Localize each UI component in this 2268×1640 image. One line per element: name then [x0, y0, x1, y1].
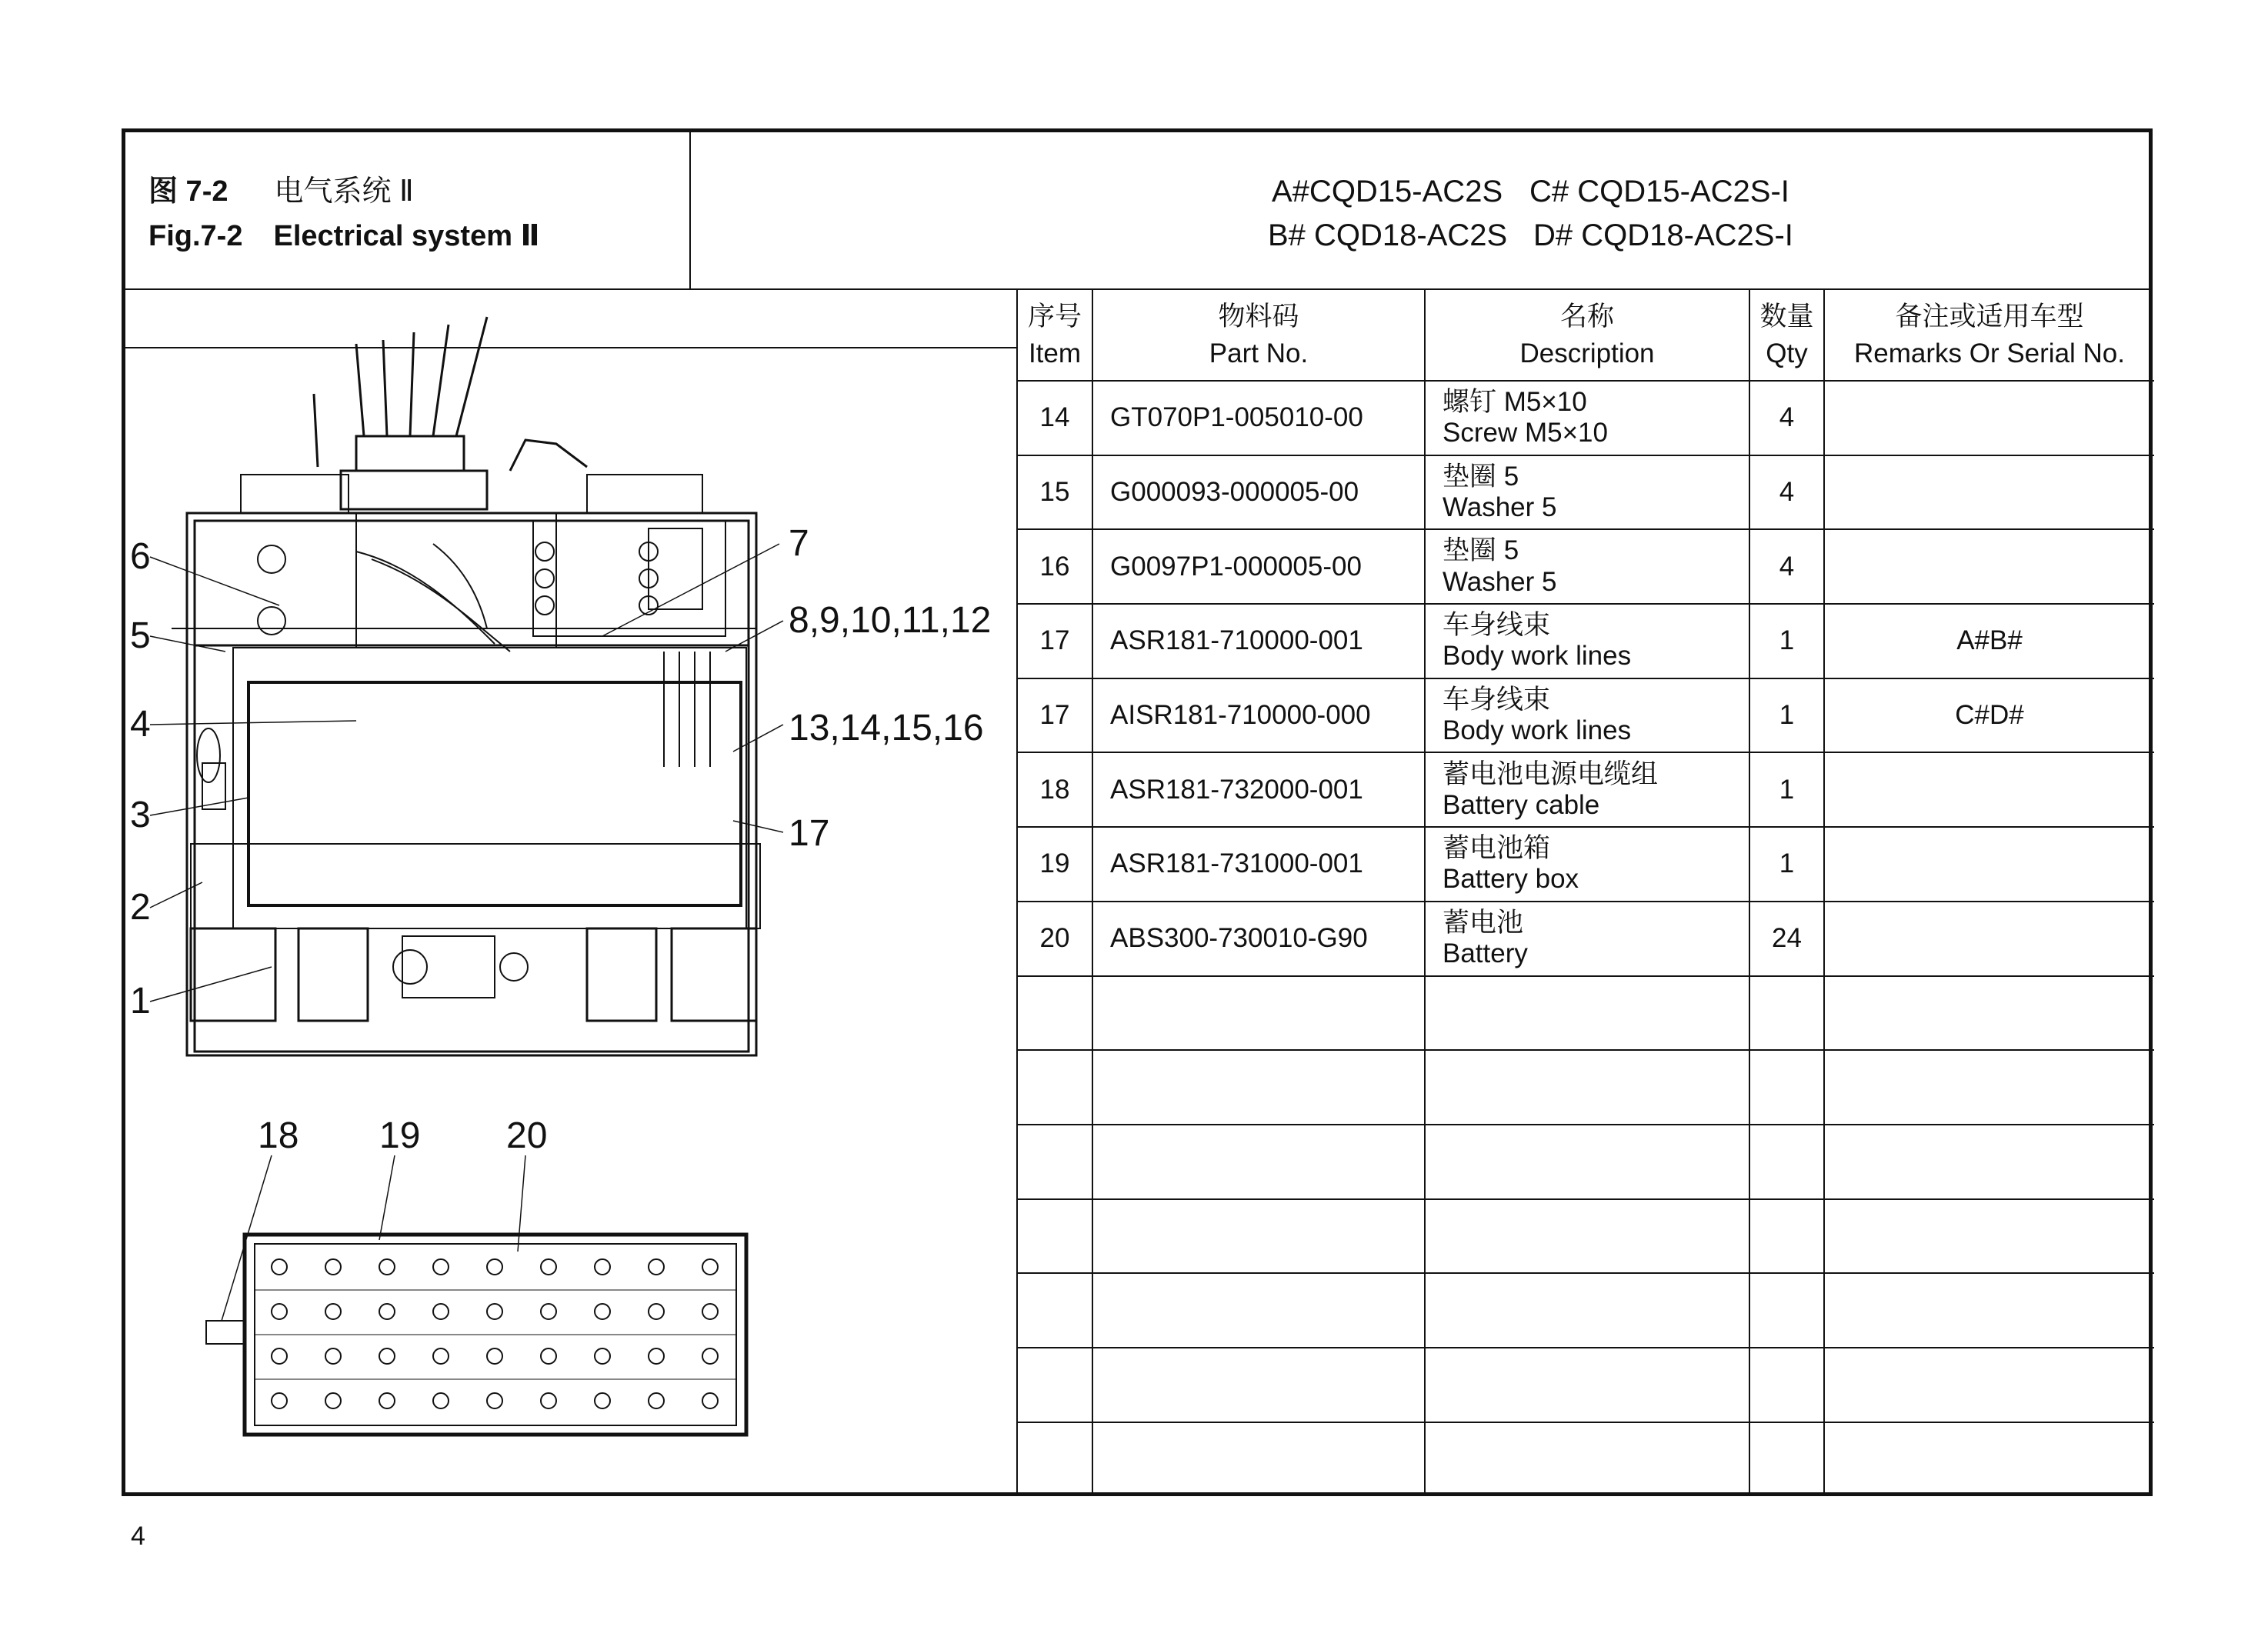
cell-item: 14	[1018, 381, 1092, 455]
figure-number-en: Fig.7-2	[148, 220, 243, 252]
description-cn: 蓄电池箱	[1443, 833, 1551, 864]
table-row	[1018, 678, 2154, 753]
figure-frame	[122, 128, 2153, 1496]
cell-item: 18	[1018, 752, 1092, 827]
cell-remarks	[1824, 381, 2154, 455]
cell-part-no: GT070P1-005010-00	[1092, 381, 1425, 455]
table-row-empty	[1018, 1050, 2154, 1125]
cell-description	[1425, 902, 1749, 976]
table-row-empty	[1018, 1348, 2154, 1422]
callout-20: 20	[506, 1115, 548, 1156]
cell-remarks	[1824, 1050, 2154, 1125]
description-en: Body work lines	[1443, 715, 1632, 746]
cell-description	[1425, 1050, 1749, 1125]
cell-part-no	[1092, 1273, 1425, 1348]
cell-part-no: G000093-000005-00	[1092, 455, 1425, 530]
cell-qty: 4	[1749, 455, 1824, 530]
cell-qty	[1749, 1125, 1824, 1199]
table-row-empty	[1018, 976, 2154, 1051]
cell-description	[1425, 678, 1749, 753]
table-row-empty	[1018, 1125, 2154, 1199]
cell-part-no	[1092, 1348, 1425, 1422]
truck-body	[172, 513, 760, 1055]
cell-qty: 1	[1749, 678, 1824, 753]
model-list	[691, 132, 2149, 288]
callout-6: 6	[130, 536, 151, 577]
cell-remarks	[1824, 827, 2154, 902]
table-row	[1018, 381, 2154, 455]
cell-item	[1018, 1050, 1092, 1125]
cell-description	[1425, 1199, 1749, 1274]
callout-4: 4	[130, 704, 151, 745]
cell-qty: 1	[1749, 604, 1824, 678]
cell-item: 16	[1018, 529, 1092, 604]
electrical-system-drawing	[125, 290, 1016, 1496]
table-header-row	[1018, 290, 2154, 381]
cell-description	[1425, 455, 1749, 530]
cell-item	[1018, 1422, 1092, 1497]
figure-title-block	[125, 132, 691, 288]
cell-item	[1018, 1348, 1092, 1422]
figure-name-cn: 电气系统 Ⅱ	[274, 175, 414, 208]
cell-item: 20	[1018, 902, 1092, 976]
col-header-part-no: 物料码 Part No.	[1092, 290, 1425, 381]
cell-item	[1018, 1273, 1092, 1348]
control-levers	[241, 317, 702, 513]
cell-description	[1425, 1273, 1749, 1348]
cell-part-no: ASR181-710000-001	[1092, 604, 1425, 678]
cell-remarks	[1824, 1422, 2154, 1497]
cell-description	[1425, 1422, 1749, 1497]
callout-3: 3	[130, 795, 151, 835]
cell-qty: 4	[1749, 529, 1824, 604]
leader-lines	[150, 544, 783, 1321]
cell-remarks	[1824, 1199, 2154, 1274]
cell-item	[1018, 1125, 1092, 1199]
cell-part-no	[1092, 1199, 1425, 1274]
figure-title-en	[148, 218, 540, 253]
cell-part-no: ABS300-730010-G90	[1092, 902, 1425, 976]
table-row-empty	[1018, 1199, 2154, 1274]
figure-name-en: Electrical system Ⅱ	[273, 220, 540, 252]
table-row	[1018, 902, 2154, 976]
cell-description	[1425, 752, 1749, 827]
description-cn: 蓄电池电源电缆组	[1443, 758, 1659, 789]
cell-part-no: G0097P1-000005-00	[1092, 529, 1425, 604]
truck-diagram	[125, 290, 1016, 1496]
cell-item: 17	[1018, 604, 1092, 678]
cell-qty	[1749, 976, 1824, 1051]
cell-part-no	[1092, 1422, 1425, 1497]
col-header-remarks: 备注或适用车型 Remarks Or Serial No.	[1824, 290, 2154, 381]
cell-qty	[1749, 1422, 1824, 1497]
cell-description	[1425, 1125, 1749, 1199]
description-en: Battery cable	[1443, 789, 1600, 820]
callout-2: 2	[130, 887, 151, 928]
cell-qty	[1749, 1348, 1824, 1422]
cell-qty	[1749, 1273, 1824, 1348]
description-cn: 车身线束	[1443, 684, 1551, 715]
callout-1: 1	[130, 981, 151, 1022]
cell-description	[1425, 1348, 1749, 1422]
cell-description	[1425, 381, 1749, 455]
cell-description	[1425, 529, 1749, 604]
cell-item	[1018, 976, 1092, 1051]
figure-number-cn: 图 7-2	[148, 175, 228, 208]
description-cn: 垫圈 5	[1443, 535, 1519, 566]
table-row-empty	[1018, 1422, 2154, 1497]
cell-qty: 24	[1749, 902, 1824, 976]
cell-remarks	[1824, 1125, 2154, 1199]
cell-remarks: C#D#	[1824, 678, 2154, 753]
parts-table	[1018, 290, 2154, 1496]
model-d: D# CQD18-AC2S-I	[1533, 218, 1793, 252]
cell-remarks	[1824, 1348, 2154, 1422]
callout-18: 18	[258, 1115, 299, 1156]
cell-item: 19	[1018, 827, 1092, 902]
cell-remarks	[1824, 1273, 2154, 1348]
callout-7: 7	[789, 523, 809, 564]
cell-remarks	[1824, 752, 2154, 827]
cell-qty: 1	[1749, 752, 1824, 827]
table-row	[1018, 529, 2154, 604]
description-cn: 蓄电池	[1443, 907, 1524, 938]
cell-qty: 4	[1749, 381, 1824, 455]
col-header-description: 名称 Description	[1425, 290, 1749, 381]
battery-box	[206, 1235, 746, 1435]
callout-8-12: 8,9,10,11,12	[789, 600, 992, 641]
cell-description	[1425, 976, 1749, 1051]
table-row	[1018, 455, 2154, 530]
cell-part-no	[1092, 1050, 1425, 1125]
col-header-qty: 数量 Qty	[1749, 290, 1824, 381]
description-en: Washer 5	[1443, 566, 1557, 597]
cell-item: 17	[1018, 678, 1092, 753]
cell-remarks	[1824, 976, 2154, 1051]
model-c: C# CQD15-AC2S-I	[1529, 175, 1789, 208]
cell-part-no: ASR181-731000-001	[1092, 827, 1425, 902]
table-row-empty	[1018, 1273, 2154, 1348]
description-cn: 车身线束	[1443, 610, 1551, 641]
figure-title-cn	[148, 167, 414, 209]
cell-remarks	[1824, 455, 2154, 530]
cell-item	[1018, 1199, 1092, 1274]
description-en: Body work lines	[1443, 641, 1632, 672]
cell-description	[1425, 604, 1749, 678]
cell-remarks	[1824, 902, 2154, 976]
table-row	[1018, 604, 2154, 678]
model-b: B# CQD18-AC2S	[1268, 218, 1508, 252]
cell-item: 15	[1018, 455, 1092, 530]
page-number: 4	[131, 1522, 145, 1551]
cell-qty	[1749, 1199, 1824, 1274]
callout-19: 19	[379, 1115, 421, 1156]
col-header-item: 序号 Item	[1018, 290, 1092, 381]
cell-description	[1425, 827, 1749, 902]
callout-17: 17	[789, 813, 830, 854]
cell-part-no: AISR181-710000-000	[1092, 678, 1425, 753]
cell-remarks	[1824, 529, 2154, 604]
cell-part-no	[1092, 976, 1425, 1051]
table-row	[1018, 827, 2154, 902]
model-a: A#CQD15-AC2S	[1272, 175, 1503, 208]
callout-13-16: 13,14,15,16	[789, 708, 984, 748]
description-en: Battery	[1443, 938, 1528, 969]
table-row	[1018, 752, 2154, 827]
description-en: Battery box	[1443, 864, 1579, 895]
cell-qty: 1	[1749, 827, 1824, 902]
cell-part-no: ASR181-732000-001	[1092, 752, 1425, 827]
description-cn: 螺钉 M5×10	[1443, 387, 1587, 418]
description-en: Screw M5×10	[1443, 418, 1608, 448]
callout-5: 5	[130, 615, 151, 656]
description-cn: 垫圈 5	[1443, 461, 1519, 492]
cell-part-no	[1092, 1125, 1425, 1199]
description-en: Washer 5	[1443, 492, 1557, 523]
cell-qty	[1749, 1050, 1824, 1125]
parts-table-container	[1016, 290, 2153, 1496]
cell-remarks: A#B#	[1824, 604, 2154, 678]
